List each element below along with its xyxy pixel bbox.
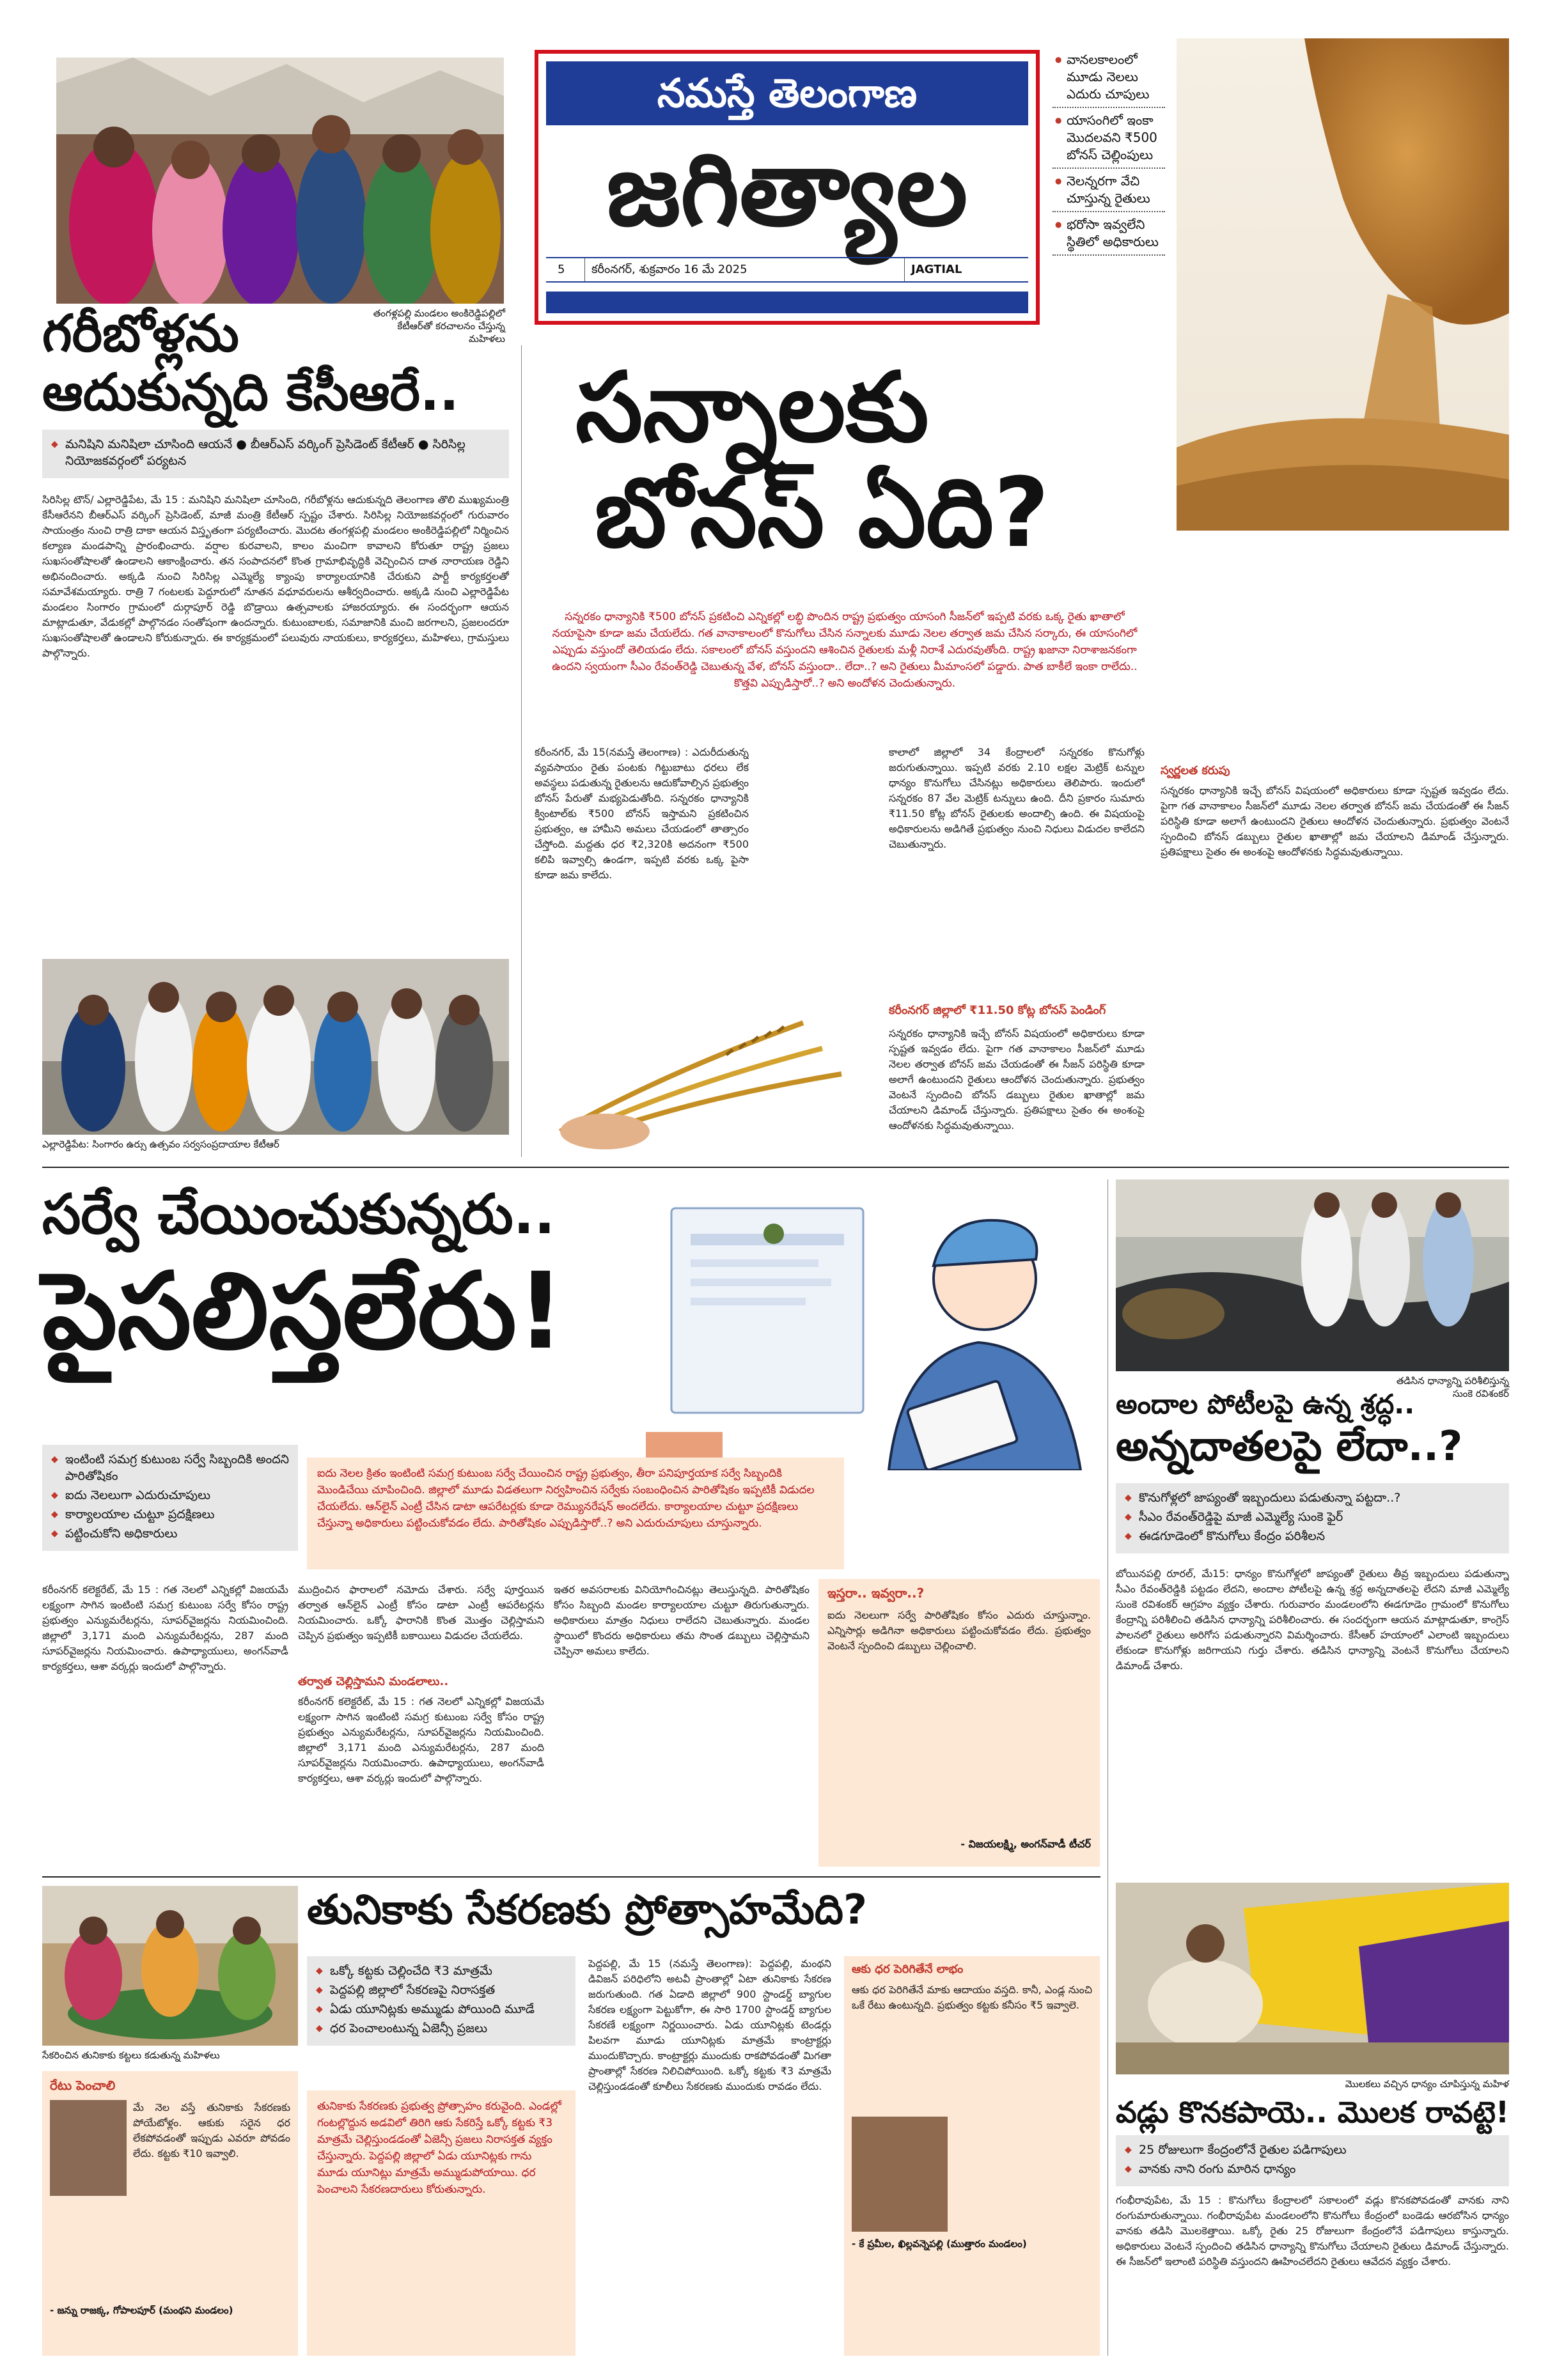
dateline-bar bbox=[546, 257, 1028, 283]
paddy-sheaf-photo bbox=[535, 997, 893, 1154]
tendu-sidebar-by: - జన్ను రాజక్క, గోపాలపూర్ (మంథని మండలం) bbox=[50, 2305, 233, 2316]
column-divider bbox=[1107, 1179, 1108, 2356]
ktr-photo-caption: తంగళ్లపల్లి మండలం అంకిరెడ్డిపల్లిలో కేటీఆర్‌తో కరచాలనం చేస్తున్న మహిళలు bbox=[373, 307, 505, 345]
survey-highlight: ఐదు నెలల క్రితం ఇంటింటి సమగ్ర కుటుంబ సర్వే చేయించిన రాష్ట్ర ప్రభుత్వం, తీరా పనిపూర్తయాక సర్వే సిబ్బందికి మొండిచేయి చూపించింది. జిల్లాలో మూడు విడతలుగా నిర్వహించిన సర్వేకు సంబంధించిన పారితోషికం ఇప్పటికీ విడుదల చేయలేదు. ఆన్‌లైన్ ఎంట్రీ చేసిన డాటా ఆపరేటర్లకు కూడా రెమ్యునరేషన్ అందలేదు. కార్యాలయాల చుట్టూ ప్రదక్షిణలు చేస్తున్నా అధికారులు పట్టించుకోవడం లేదు. పారితోషికం ఎప్పుడిస్తారో..? అని ఎదురుచూపులు చూస్తున్నారు. bbox=[307, 1458, 844, 1569]
tendu-photo-caption: సేకరించిన తునికాకు కట్టలు కడుతున్న మహిళలు bbox=[42, 2049, 220, 2061]
tendu-highlight: తునికాకు సేకరణకు ప్రభుత్వ ప్రోత్సాహం కరువైంది. ఎండల్లో గంటల్లొద్దున అడవిలో తిరిగి ఆకు సేకరిస్తే ఒక్కో కట్టకు ₹3 మాత్రమే చెల్లిస్తుండడంతో ఏజెన్సీ ప్రజలు నిరాసక్తత వ్యక్తం చేస్తున్నారు. పెద్దపల్లి జిల్లాలో ఏడు యూనిట్లకు గాను మూడు యూనిట్లు మాత్రమే అమ్ముడుపోయాయి. ధర పెంచాలని సేకరణదారులు కోరుతున్నారు. bbox=[307, 2090, 575, 2356]
survey-body-2: ముద్రించిన ఫారాలలో నమోదు చేశారు. సర్వే పూర్తయిన తర్వాత ఆన్‌లైన్ ఎంట్రీ కోసం డాటా ఎంట్రీ ఆపరేటర్లను నియమించారు. ఒక్కో ఫారానికి కొంత మొత్తం చెల్లిస్తామని చెప్పిన ప్రభుత్వం ఇప్పటికీ బకాయిలు విడుదల చేయలేదు. bbox=[298, 1583, 544, 1642]
survey-illustration bbox=[646, 1189, 1106, 1470]
tendu-bullet: ◆ ధర పెంచాలంటున్న ఏజెన్సీ ప్రజలు bbox=[316, 2020, 567, 2037]
survey-body-1: కరీంనగర్ కలెక్టరేట్, మే 15 : గత నెలలో ఎన్నికల్లో విజయమే లక్ష్యంగా సాగిన ఇంటింటి సమగ్ర కుటుంబ సర్వే కోసం రాష్ట్ర ప్రభుత్వం ఎన్యుమరేటర్లను, సూపర్‌వైజర్లను నియమించింది. జిల్లాలో 3,171 మంది ఎన్యుమరేటర్లను, 287 మంది సూపర్‌వైజర్లను నియమించారు. ఉపాధ్యాయులు, అంగన్‌వాడీ కార్యకర్తలు, ఆశా వర్కర్లు ఇందులో పాల్గొన్నారు. bbox=[42, 1583, 288, 1672]
column-divider bbox=[521, 345, 522, 1157]
urs-festival-photo bbox=[42, 959, 509, 1135]
story1-bullets bbox=[42, 430, 509, 478]
tendu-sidebar-portrait bbox=[50, 2100, 127, 2196]
survey-bullet: ◆ కార్యాలయాల చుట్టూ ప్రదక్షిణలు bbox=[51, 1506, 289, 1523]
right-low-headline: వడ్లు కొనకపాయె.. మొలక రావట్టె! bbox=[1116, 2095, 1509, 2129]
section-rule bbox=[42, 1876, 1100, 1878]
section-rule bbox=[42, 1167, 1509, 1168]
edition-name: జగిత్యాల bbox=[606, 131, 968, 249]
right-low-body: గంభీరావుపేట, మే 15 : కొనుగోలు కేంద్రాలలో సకాలంలో వడ్లు కొనకపోవడంతో వానకు నాని రంగుమారుతున్నాయి. గంభీరావుపేట మండలంలోని కొనుగోలు కేంద్రంలో బండెడు ఆరబోసిన ధాన్యం వానకు తడిసి మొలకెత్తాయి. ఒక్కో రైతు 25 రోజులుగా కేంద్రంలోనే పడిగాపులు కాస్తున్నారు. అధికారులు వెంటనే స్పందించి తడిసిన ధాన్యాన్ని కొనుగోలు చేయాలని రైతులు డిమాండ్ చేస్తున్నారు. ఈ సీజన్‌లో ఇలాంటి పరిస్థితి వస్తుందని ఊహించలేదని రైతులు ఆవేదన వ్యక్తం చేశారు. bbox=[1116, 2194, 1509, 2267]
masthead-stripe bbox=[546, 292, 1028, 313]
lead-column-2b: సన్నరకం ధాన్యానికి ఇచ్చే బోనస్ విషయంలో అధికారులు కూడా స్పష్టత ఇవ్వడం లేదు. పైగా గత వానాకాలం సీజన్‌లో మూడు నెలల తర్వాత బోనస్ జమ చేయడంతో ఈ సీజన్ పరిస్థితి కూడా అలాగే ఉంటుందని రైతులు ఆందోళన చెందుతున్నారు. ప్రభుత్వం వెంటనే స్పందించి బోనస్ డబ్బులు రైతుల ఖాతాల్లో జమ చేయాలని డిమాండ్ చేస్తున్నారు. ప్రతిపక్షాలు సైతం ఈ అంశంపై ఆందోళనకు సిద్ధమవుతున్నాయి. bbox=[889, 1027, 1145, 1132]
sprouted-grain-photo bbox=[1116, 1883, 1509, 2074]
right-low-bullet: ◆ 25 రోజులుగా కేంద్రంలోనే రైతుల పడిగాపులు bbox=[1125, 2142, 1500, 2158]
right-mid-body: బోయినపల్లి రూరల్, మే15: ధాన్యం కొనుగోళ్లలో జాప్యంతో రైతులు తీవ్ర ఇబ్బందులు పడుతున్నా సీఎం రేవంత్‌రెడ్డికి పట్టడం లేదని, అందాల పోటీలపై ఉన్న శ్రద్ధ అన్నదాతలపై లేదని మాజీ ఎమ్మెల్యే సుంకె రవిశంకర్ ఆగ్రహం వ్యక్తం చేశారు. గురువారం మండలంలోని ఈడగూడెం గ్రామంలో కొనుగోలు కేంద్రాన్ని పరిశీలించి తడిసిన ధాన్యాన్ని పరిశీలించారు. ఈ సందర్భంగా ఆయన మాట్లాడుతూ, కాంగ్రెస్ పాలనలో రైతులు అరిగోస పడుతున్నారని విమర్శించారు. కేసీఆర్ హయాంలో ఎలాంటి ఇబ్బందులు లేకుండా కొనుగోళ్లు జరిగాయని గుర్తు చేశారు. తడిసిన ధాన్యాన్ని వెంటనే కొనుగోలు చేయాలని డిమాండ్ చేశారు. bbox=[1116, 1567, 1509, 1672]
tendu-box-text: ఆకు ధర పెరిగితేనే మాకు ఆదాయం వస్తది. కానీ, ఎండ్ల నుంచి ఒకే రేటు ఉంటున్నది. ప్రభుత్వం కట్టకు కనీసం ₹5 ఇవ్వాలె. bbox=[852, 1984, 1092, 2011]
right-mid-bullet: ◆ ఈడగూడెంలో కొనుగోలు కేంద్రం పరిశీలన bbox=[1125, 1528, 1500, 1544]
tendu-women-photo bbox=[42, 1886, 298, 2046]
survey-subhead: తర్వాత చెల్లిస్తామని మండలాలు.. bbox=[298, 1675, 449, 1688]
survey-body-2b: కరీంనగర్ కలెక్టరేట్, మే 15 : గత నెలలో ఎన్నికల్లో విజయమే లక్ష్యంగా సాగిన ఇంటింటి సమగ్ర కుటుంబ సర్వే కోసం రాష్ట్ర ప్రభుత్వం ఎన్యుమరేటర్లను, సూపర్‌వైజర్లను నియమించింది. జిల్లాలో 3,171 మంది ఎన్యుమరేటర్లను, 287 మంది సూపర్‌వైజర్లను నియమించారు. ఉపాధ్యాయులు, అంగన్‌వాడీ కార్యకర్తలు, ఆశా వర్కర్లు ఇందులో పాల్గొన్నారు. bbox=[298, 1695, 544, 1784]
survey-headline-1: సర్వే చేయించుకున్నరు.. bbox=[42, 1183, 556, 1247]
paddy-grain-photo bbox=[1177, 38, 1509, 531]
side-bullet: ● యాసంగిలో ఇంకా మొదలవని ₹500 బోనస్ చెల్లింపులు bbox=[1052, 108, 1165, 169]
survey-quote-by: - విజయలక్ష్మి, అంగన్‌వాడీ టీచర్ bbox=[960, 1838, 1091, 1850]
survey-body-3: ఇతర అవసరాలకు వినియోగించినట్లు తెలుస్తున్నది. పారితోషికం కోసం సిబ్బంది మండల కార్యాలయాల చుట్టూ తిరుగుతున్నారు. అధికారులు మాత్రం నిధులు రాలేదని చెబుతున్నారు. మండల స్థాయిలో కొందరు అధికారులు తమ సొంత డబ్బులు చెల్లిస్తామని చెప్పినా అమలు కాలేదు. bbox=[554, 1583, 810, 1657]
tendu-headline: తునికాకు సేకరణకు ప్రోత్సాహమేది? bbox=[307, 1886, 868, 1934]
story1-body: సిరిసిల్ల టౌన్/ ఎల్లారెడ్డిపేట, మే 15 : మనిషిని మనిషిలా చూసింది, గరీబోళ్లను ఆదుకున్నది తెలంగాణ తొలి ముఖ్యమంత్రి కేసీఆరేనని బీఆర్‌ఎస్ వర్కింగ్ ప్రెసిడెంట్, మాజీ మంత్రి కేటీఆర్ స్పష్టం చేశారు. సిరిసిల్ల నియోజకవర్గంలో గురువారం సాయంత్రం నుంచి రాత్రి దాకా ఆయన విస్తృతంగా పర్యటించారు. మొదట తంగళ్లపల్లి మండలం అంకిరెడ్డిపల్లిలో నిర్మించిన కల్యాణ మండపాన్ని ప్రారంభించారు. వర్షాల కురవాలని, కాలం మంచిగా కావాలని కోరుతూ రాష్ట్ర ప్రజలు సుఖసంతోషాలతో ఉండాలని ఆకాంక్షించారు. తన సంపాదనలో కొంత గ్రామాభివృద్ధికి వెచ్చించిన దాత నారాయణ రెడ్డిని అభినందించారు. అక్కడి నుంచి సిరిసిల్ల ఎమ్మెల్యే క్యాంపు కార్యాలయానికి చేరుకుని పార్టీ కార్యకర్తలతో సమావేశమయ్యారు. రాత్రి 7 గంటలకు పెద్దూరులో నూతన వధూవరులను ఆశీర్వదించారు. అక్కడి నుంచి ఎల్లారెడ్డిపేట మండలం సింగారం గ్రామంలో దుర్గాపూర్ రెడ్డి బొడ్రాయి ఉత్సవాలకు హాజరయ్యారు. ఈ సందర్భంగా ఆయన మాట్లాడుతూ, వేడుకల్లో పాల్గొనడం సంతోషంగా ఉందన్నారు. కుటుంబాలకు, సమాజానికి మంచి జరగాలని, ప్రజలందరూ సుఖసంతోషాలతో ఉండాలని కోరుకున్నారు. ఈ కార్యక్రమంలో పలువురు నాయకులు, కార్యకర్తలు, మహిళలు, గ్రామస్తులు పాల్గొన్నారు. bbox=[42, 494, 509, 659]
masthead-box bbox=[535, 50, 1040, 325]
paddy-side-bullets bbox=[1052, 47, 1165, 256]
tendu-body: పెద్దపల్లి, మే 15 (నమస్తే తెలంగాణ): పెద్దపల్లి, మంథని డివిజన్ పరిధిలోని అటవీ ప్రాంతాల్లో ఏటా తునికాకు సేకరణ జరుగుతుంది. గత ఏడాది జిల్లాలో 900 స్టాండర్డ్ బ్యాగుల సేకరణ లక్ష్యంగా పెట్టుకోగా, ఈ సారి 1700 స్టాండర్డ్ బ్యాగుల సేకరణే లక్ష్యంగా నిర్ణయించారు. ఏడు యూనిట్లకు టెండర్లు పిలవగా మూడు యూనిట్లకు మాత్రమే కాంట్రాక్టర్లు ముందుకొచ్చారు. కాంట్రాక్టర్లు ముందుకు రాకపోవడంతో మిగతా ప్రాంతాల్లో సేకరణ నిలిచిపోయింది. ఒక్కో కట్టకు ₹3 మాత్రమే చెల్లిస్తుండడంతో కూలీలు సేకరణకు ముందుకు రావడం లేదు. bbox=[588, 1957, 831, 2092]
lead-headline-2: బోనస్ ఏది? bbox=[595, 458, 1050, 569]
page-number: 5 bbox=[558, 263, 565, 276]
survey-headline-2: పైసలిస్తలేరు! bbox=[42, 1250, 565, 1373]
right-mid-bullet: ◆ కొనుగోళ్లలో జాప్యంతో ఇబ్బందులు పడుతున్నా పట్టదా..? bbox=[1125, 1489, 1500, 1506]
tendu-box bbox=[844, 1956, 1100, 2356]
story1-headline-2: ఆదుకున్నది కేసీఆరే.. bbox=[42, 362, 459, 422]
ktr-crowd-photo bbox=[56, 58, 504, 304]
right-mid-headline-1: అందాల పోటీలపై ఉన్న శ్రద్ధ.. bbox=[1116, 1388, 1415, 1420]
lead-subhead: కరీంనగర్ జిల్లాలో ₹11.50 కోట్ల బోనస్ పెండింగ్ bbox=[889, 1004, 1106, 1017]
side-bullet: ● వానలకాలంలో మూడు నెలలు ఎదురు చూపులు bbox=[1052, 47, 1165, 108]
right-low-bullet: ◆ వానకు నాని రంగు మారిన ధాన్యం bbox=[1125, 2161, 1500, 2177]
tendu-box-head: ఆకు ధర పెరిగితేనే లాభం bbox=[852, 1963, 964, 1976]
wet-grain-inspection-photo bbox=[1116, 1179, 1509, 1371]
lead-highlight: సన్నరకం ధాన్యానికి ₹500 బోనస్ ప్రకటించి ఎన్నికల్లో లబ్ధి పొందిన రాష్ట్ర ప్రభుత్వం యాసంగి సీజన్‌లో ఇప్పటి వరకు ఒక్క రైతు ఖాతాలో నయాపైసా కూడా జమ చేయలేదు. గత వానాకాలంలో కొనుగోలు చేసిన సన్నాలకు మూడు నెలల తర్వాత జమ చేసిన సర్కారు, ఈ యాసంగిలో ఎప్పుడు వస్తుందో తెలియడం లేదు. సకాలంలో బోనస్ వస్తుందని ఆశించిన రైతులకు మళ్లీ నిరాశే ఎదురవుతోంది. రాష్ట్ర ఖజానా నిరాశాజనకంగా ఉందని స్వయంగా సీఎం రేవంత్‌రెడ్డి చెబుతున్న వేళ, బోనస్ వస్తుందా.. లేదా..? అని రైతులు మీమాంసలో పడ్డారు. పాత బాకీలే ఇంకా రాలేదు.. కొత్తవి ఎప్పుడిస్తారో..? అని అందోళన చెందుతున్నారు. bbox=[535, 601, 1155, 734]
survey-bullet: ◆ ఐదు నెలలుగా ఎదురుచూపులు bbox=[51, 1487, 289, 1504]
side-bullet: ● భరోసా ఇవ్వలేని స్థితిలో అధికారులు bbox=[1052, 212, 1165, 256]
district-tag: JAGTIAL bbox=[904, 258, 962, 281]
survey-quote-title: ఇస్తరా.. ఇవ్వరా..? bbox=[827, 1585, 925, 1601]
tendu-sidebar bbox=[42, 2071, 298, 2356]
tendu-box-portrait bbox=[852, 2117, 948, 2232]
survey-bullets bbox=[42, 1445, 298, 1551]
tendu-bullets bbox=[307, 1956, 575, 2046]
lead-column-3: సన్నరకం ధాన్యానికి ఇచ్చే బోనస్ విషయంలో అధికారులు కూడా స్పష్టత ఇవ్వడం లేదు. పైగా గత వానాకాలం సీజన్‌లో మూడు నెలల తర్వాత బోనస్ జమ చేయడంతో ఈ సీజన్ పరిస్థితి కూడా అలాగే ఉంటుందని రైతులు ఆందోళన చెందుతున్నారు. ప్రభుత్వం వెంటనే స్పందించి బోనస్ డబ్బులు రైతుల ఖాతాల్లో జమ చేయాలని డిమాండ్ చేస్తున్నారు. ప్రతిపక్షాలు సైతం ఈ అంశంపై ఆందోళనకు సిద్ధమవుతున్నాయి. bbox=[1161, 784, 1509, 858]
right-low-bullets bbox=[1116, 2135, 1509, 2186]
tendu-box-by: - కే ప్రమీల, ఖిల్లవన్నెపల్లి (ముత్తారం మండలం) bbox=[852, 2238, 1027, 2250]
sprouted-grain-caption: మొలకలు వచ్చిన ధాన్యం చూపిస్తున్న మహిళ bbox=[1345, 2078, 1509, 2090]
lead-headline-1: సన్నాలకు bbox=[575, 352, 929, 463]
survey-quote: ఐదు నెలలుగా సర్వే పారితోషికం కోసం ఎదురు చూస్తున్నాం. ఎన్నిసార్లు అడిగినా అధికారులు పట్టించుకోవడం లేదు. ప్రభుత్వం వెంటనే స్పందించి డబ్బులు చెల్లించాలి. bbox=[827, 1609, 1091, 1652]
tendu-bullet: ◆ పెద్దపల్లి జిల్లాలో సేకరణపై నిరాసక్తత bbox=[316, 1982, 567, 1998]
story1-headline-1: గరీబోళ్లను bbox=[42, 304, 239, 363]
story1-bullet: ◆ మనిషిని మనిషిలా చూసింది ఆయనే ● బీఆర్‌ఎస్ వర్కింగ్ ప్రెసిడెంట్ కేటీఆర్ ● సిరిసిల్ల నియోజకవర్గంలో పర్యటన bbox=[51, 436, 500, 469]
tendu-sidebar-head: రేటు పెంచాలి bbox=[50, 2078, 116, 2093]
lead-column-1: కరీంనగర్, మే 15(నమస్తే తెలంగాణ) : ఎదురీదుతున్న వ్యవసాయం రైతు పంటకు గిట్టుబాటు ధరలు లేక అవస్థలు పడుతున్న రైతులను ఆదుకోవాల్సిన ప్రభుత్వం బోనస్ పేరుతో మభ్యపెడుతోంది. సన్నరకం ధాన్యానికి క్వింటాల్‌కు ₹500 బోనస్ ఇస్తామని ప్రకటించిన ప్రభుత్వం, ఆ హామీని అమలు చేయడంలో తాత్సారం చేస్తోంది. మద్దతు ధర ₹2,320కి అదనంగా ₹500 కలిపి ఇవ్వాల్సి ఉండగా, ఇప్పటి వరకు ఒక్క పైసా కూడా జమ కాలేదు. bbox=[535, 746, 749, 881]
tendu-sidebar-text: మే నెల వస్తే తునికాకు సేకరణకు పోయేటోళ్లం. ఆకుకు సరైన ధర లేకపోవడంతో ఇప్పుడు ఎవరూ పోవడం లేదు. కట్టకు ₹10 ఇవ్వాలి. bbox=[133, 2101, 290, 2159]
urs-photo-caption: ఎల్లారెడ్డిపేట: సింగారం ఉర్సు ఉత్సవం సర్వసంప్రదాయాల కేటీఆర్ bbox=[42, 1139, 279, 1150]
tendu-bullet: ◆ ఏడు యూనిట్లకు అమ్ముడు పోయింది మూడే bbox=[316, 2001, 567, 2018]
right-mid-bullet: ◆ సీఎం రేవంత్‌రెడ్డిపై మాజీ ఎమ్మెల్యే సుంకె ఫైర్ bbox=[1125, 1509, 1500, 1525]
dateline: కరీంనగర్, శుక్రవారం 16 మే 2025 bbox=[584, 258, 747, 281]
survey-bullet: ◆ ఇంటింటి సమగ్ర కుటుంబ సర్వే సిబ్బందికి అందని పారితోషికం bbox=[51, 1451, 289, 1484]
lead-reporter: స్వర్ణలత కరుపు bbox=[1161, 764, 1230, 777]
survey-bullet: ◆ పట్టించుకోని అధికారులు bbox=[51, 1525, 289, 1542]
paper-name: నమస్తే తెలంగాణ bbox=[657, 70, 918, 116]
lead-column-2: కాలాలో జిల్లాలో 34 కేంద్రాలలో సన్నరకం కొనుగోళ్లు జరుగుతున్నాయి. ఇప్పటి వరకు 2.10 లక్షల మెట్రిక్ టన్నుల ధాన్యం కొనుగోలు చేసినట్లు అధికారులు తెలిపారు. ఇందులో సన్నరకం 87 వేల మెట్రిక్ టన్నులు ఉంది. దీని ప్రకారం సుమారు ₹11.50 కోట్ల బోనస్ రైతులకు అందాల్సి ఉంది. ఈ విషయంపై అధికారులను అడిగితే ప్రభుత్వం నుంచి నిధులు విడుదల కాలేదని చెబుతున్నారు. bbox=[889, 746, 1145, 850]
wet-grain-caption: తడిసిన ధాన్యాన్ని పరిశీలిస్తున్న సుంకె రవిశంకర్ bbox=[1396, 1375, 1509, 1399]
tendu-bullet: ◆ ఒక్కో కట్టకు చెల్లించేది ₹3 మాత్రమే bbox=[316, 1963, 567, 1979]
right-mid-headline-2: అన్నదాతలపై లేదా..? bbox=[1116, 1423, 1463, 1470]
right-mid-bullets bbox=[1116, 1483, 1509, 1553]
side-bullet: ● నెలన్నరగా వేచి చూస్తున్న రైతులు bbox=[1052, 169, 1165, 212]
survey-quote-box bbox=[818, 1579, 1100, 1867]
